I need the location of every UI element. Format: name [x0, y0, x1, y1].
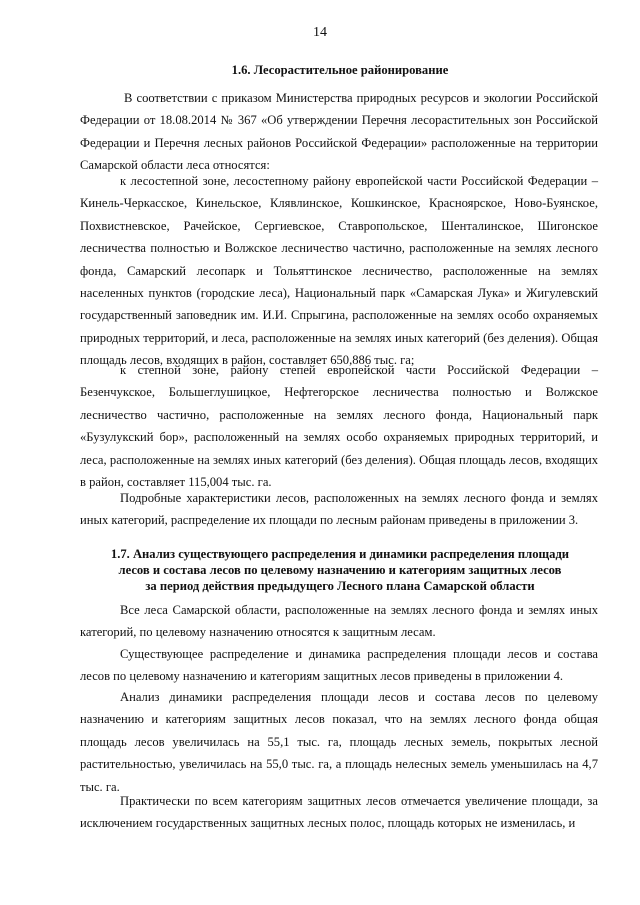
section-heading-1-7-line2: лесов и состава лесов по целевому назначению и категориям защитных лесов — [118, 563, 562, 577]
page-number: 14 — [313, 25, 327, 40]
section-heading-1-6: 1.6. Лесорастительное районирование — [231, 63, 449, 77]
paragraph-1-6-3: к степной зоне, району степей европейской части Российской Федерации – Безенчукское, Большеглушицкое, Нефтегорское лесничества полностью и Волжское лесничество частично, расположенные на землях лесного фонда, Национальный парк «Бузулукский бор», расположенный на землях особо охраняемых природных территорий, и леса, расположенные на землях иных категорий (без деления). Общая площадь лесов, входящих в район, составляет 115,004 тыс. га. — [80, 363, 598, 490]
paragraph-1-7-3: Анализ динамики распределения площади лесов и состава лесов по целевому назначению и категориям защитных лесов показал, что на землях лесного фонда общая площадь лесов увеличилась на 55,1 тыс. га, площадь лесных земель, покрытых лесной растительностью, увеличилась на 55,0 тыс. га, а площадь нелесных земель уменьшилась на 4,7 тыс. га. — [80, 690, 598, 794]
paragraph-1-7-2: Существующее распределение и динамика распределения площади лесов и состава лесов по целевому назначению и категориям защитных лесов приведены в приложении 4. — [80, 647, 598, 684]
paragraph-1-6-1: В соответствии с приказом Министерства природных ресурсов и экологии Российской Федерации от 18.08.2014 № 367 «Об утверждении Перечня лесорастительных зон Российской Федерации и Перечня лесных районов Российской Федерации» расположенные на территории Самарской области леса относятся: — [80, 91, 598, 173]
paragraph-1-6-2: к лесостепной зоне, лесостепному району европейской части Российской Федерации – Кинель-Черкасское, Кинельское, Клявлинское, Кошкинское, Красноярское, Ново-Буянское, Похвистневское, Рачейское, Сергиевское, Ставропольское, Шенталинское, Шигонское лесничества полностью и Волжское лесничество частично, расположенные на землях лесного фонда, Самарский лесопарк и Тольяттинское лесничество, расположенные на землях населенных пунктов (городские леса), Национальный парк «Самарская Лука» и Жигулевский государственный заповедник им. И.И. Спрыгина, расположенные на землях особо охраняемых природных территорий, и леса, расположенные на землях иных категорий (без деления). Общая площадь лесов, входящих в район, составляет 650,886 тыс. га; — [80, 174, 598, 368]
paragraph-1-7-1: Все леса Самарской области, расположенные на землях лесного фонда и землях иных категорий, по целевому назначению относятся к защитным лесам. — [80, 603, 598, 640]
section-heading-1-7-line1: 1.7. Анализ существующего распределения и динамики распределения площади — [110, 547, 570, 561]
section-heading-1-7 — [80, 546, 600, 594]
paragraph-1-7-4: Практически по всем категориям защитных лесов отмечается увеличение площади, за исключением государственных защитных лесных полос, площадь которых не изменилась, и — [80, 794, 598, 831]
paragraph-1-6-4: Подробные характеристики лесов, расположенных на землях лесного фонда и землях иных категорий, распределение их площади по лесным районам приведены в приложении 3. — [80, 491, 598, 528]
section-heading-1-7-line3: за период действия предыдущего Лесного плана Самарской области — [145, 579, 535, 593]
